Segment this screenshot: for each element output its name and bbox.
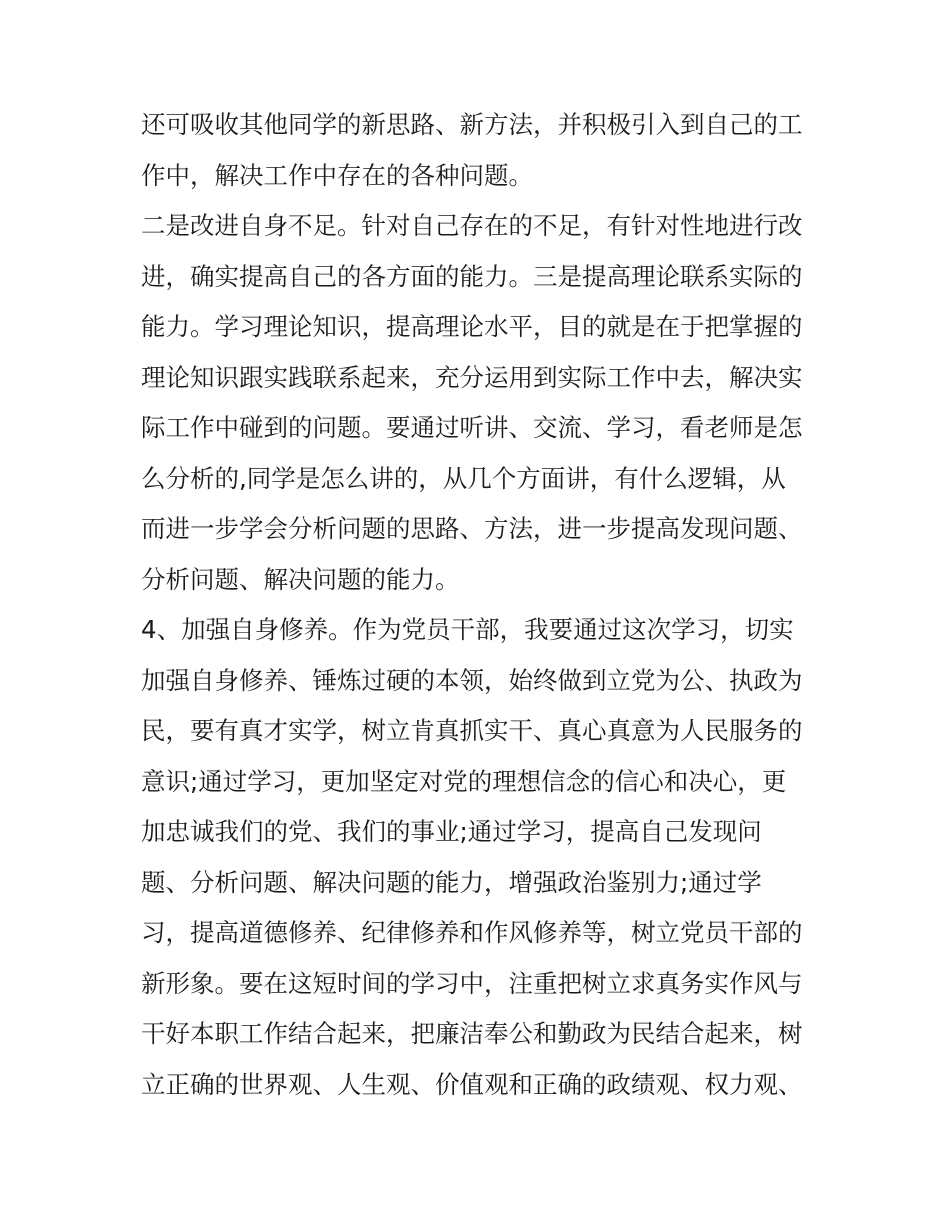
text-line: 习，提高道德修养、纪律修养和作风修养等，树立党员干部的 xyxy=(141,918,803,947)
text-line: 么分析的,同学是怎么讲的，从几个方面讲，有什么逻辑，从 xyxy=(141,463,786,493)
text-line: 理论知识跟实践联系起来，充分运用到实际工作中去，解决实 xyxy=(141,362,803,392)
text-line: 民，要有真才实学，树立肯真抓实干、真心真意为人民服务的 xyxy=(141,716,803,745)
text-line: 际工作中碰到的问题。要通过听讲、交流、学习，看老师是怎 xyxy=(141,413,803,442)
text-line: 加忠诚我们的党、我们的事业;通过学习，提高自己发现问 xyxy=(141,817,762,846)
text-line: 意识;通过学习，更加坚定对党的理想信念的信心和决心，更 xyxy=(141,766,787,796)
text-line: 干好本职工作结合起来，把廉洁奉公和勤政为民结合起来，树 xyxy=(141,1019,803,1048)
text-line: 立正确的世界观、人生观、价值观和正确的政绩观、权力观、 xyxy=(141,1069,803,1099)
text-line: 能力。学习理论知识，提高理论水平，目的就是在于把掌握的 xyxy=(141,312,803,341)
text-line: 题、分析问题、解决问题的能力，增强政治鉴别力;通过学 xyxy=(141,867,762,897)
text-line: 二是改进自身不足。针对自己存在的不足，有针对性地进行改 xyxy=(141,211,803,240)
text-line: 作中，解决工作中存在的各种问题。 xyxy=(141,160,533,190)
text-line: 分析问题、解决问题的能力。 xyxy=(141,564,460,594)
text-line: 而进一步学会分析问题的思路、方法，进一步提高发现问题、 xyxy=(141,514,803,543)
text-line: 4、加强自身修养。作为党员干部，我要通过这次学习，切实 xyxy=(141,615,794,644)
body-text xyxy=(141,100,821,1110)
text-line: 进，确实提高自己的各方面的能力。三是提高理论联系实际的 xyxy=(141,261,803,291)
text-line: 新形象。要在这短时间的学习中，注重把树立求真务实作风与 xyxy=(141,968,803,998)
text-line: 加强自身修养、锤炼过硬的本领，始终做到立党为公、执政为 xyxy=(141,665,803,695)
text-line: 还可吸收其他同学的新思路、新方法，并积极引入到自己的工 xyxy=(141,110,803,139)
